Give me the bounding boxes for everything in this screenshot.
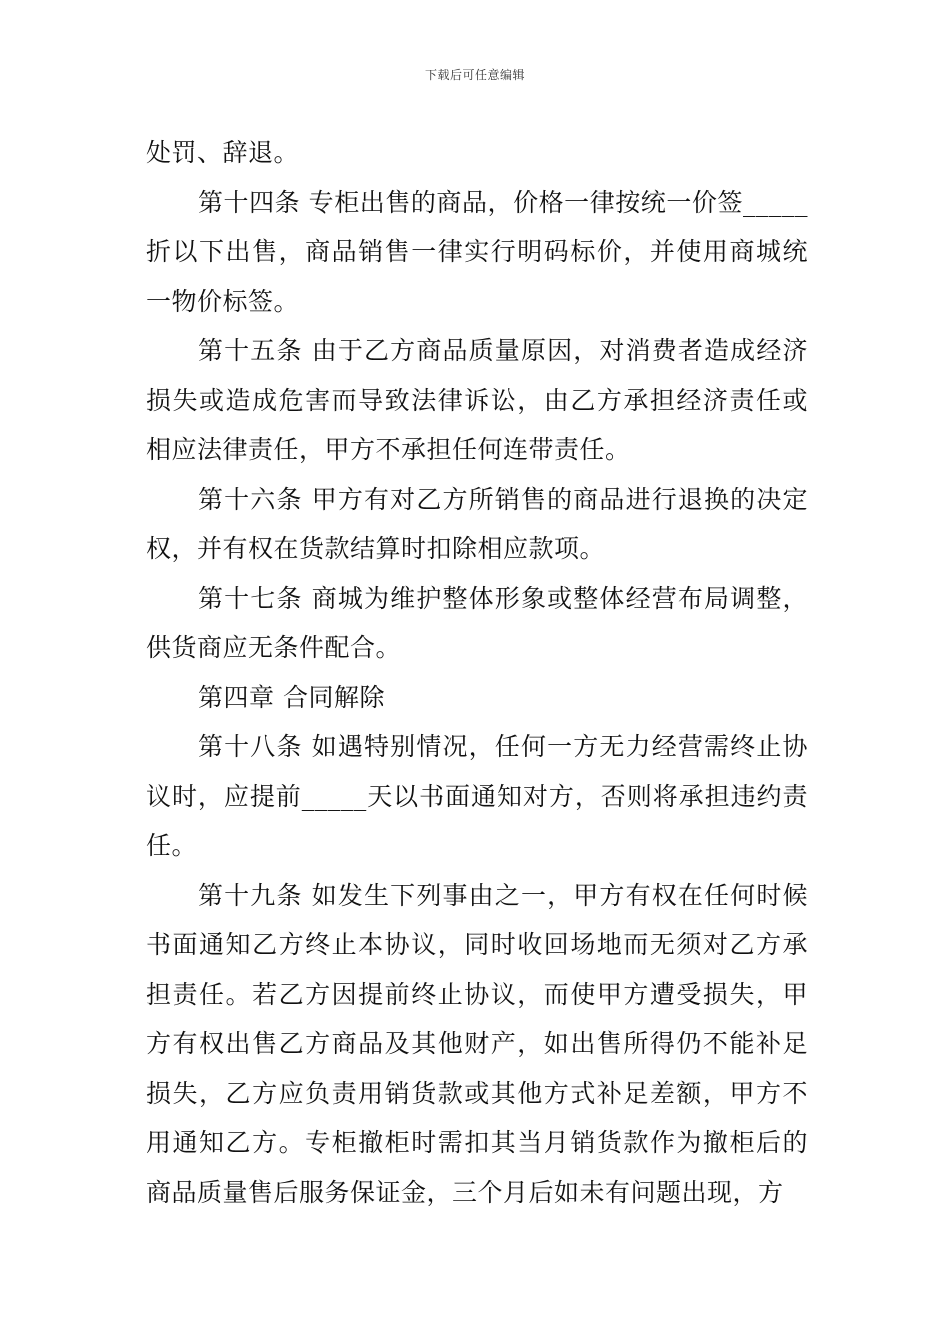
article-18: 第十八条 如遇特别情况，任何一方无力经营需终止协议时，应提前_____天以书面通知对方，否则将承担违约责任。 [146, 732, 808, 860]
document-body [146, 128, 808, 1217]
article-16: 第十六条 甲方有对乙方所销售的商品进行退换的决定权，并有权在货款结算时扣除相应款项。 [146, 484, 808, 563]
page-header-note: 下载后可任意编辑 [424, 68, 525, 82]
article-15: 第十五条 由于乙方商品质量原因，对消费者造成经济损失或造成危害而导致法律诉讼，由乙方承担经济责任或相应法律责任，甲方不承担任何连带责任。 [146, 336, 808, 464]
chapter-4-heading: 第四章 合同解除 [198, 682, 385, 712]
paragraph-continuation: 处罚、辞退。 [146, 138, 300, 167]
article-17: 第十七条 商城为维护整体形象或整体经营布局调整，供货商应无条件配合。 [146, 583, 808, 662]
article-14: 第十四条 专柜出售的商品，价格一律按统一价签_____折以下出售，商品销售一律实行明码标价，并使用商城统一物价标签。 [146, 187, 808, 316]
article-19: 第十九条 如发生下列事由之一，甲方有权在任何时候书面通知乙方终止本协议，同时收回场地而无须对乙方承担责任。若乙方因提前终止协议，而使甲方遭受损失，甲方有权出售乙方商品及其他财产，如出售所得仍不能补足损失，乙方应负责用销货款或其他方式补足差额，甲方不用通知乙方。专柜撤柜时需扣其当月销货款作为撤柜后的商品质量售后服务保证金，三个月后如未有问题出现，方 [146, 880, 808, 1207]
